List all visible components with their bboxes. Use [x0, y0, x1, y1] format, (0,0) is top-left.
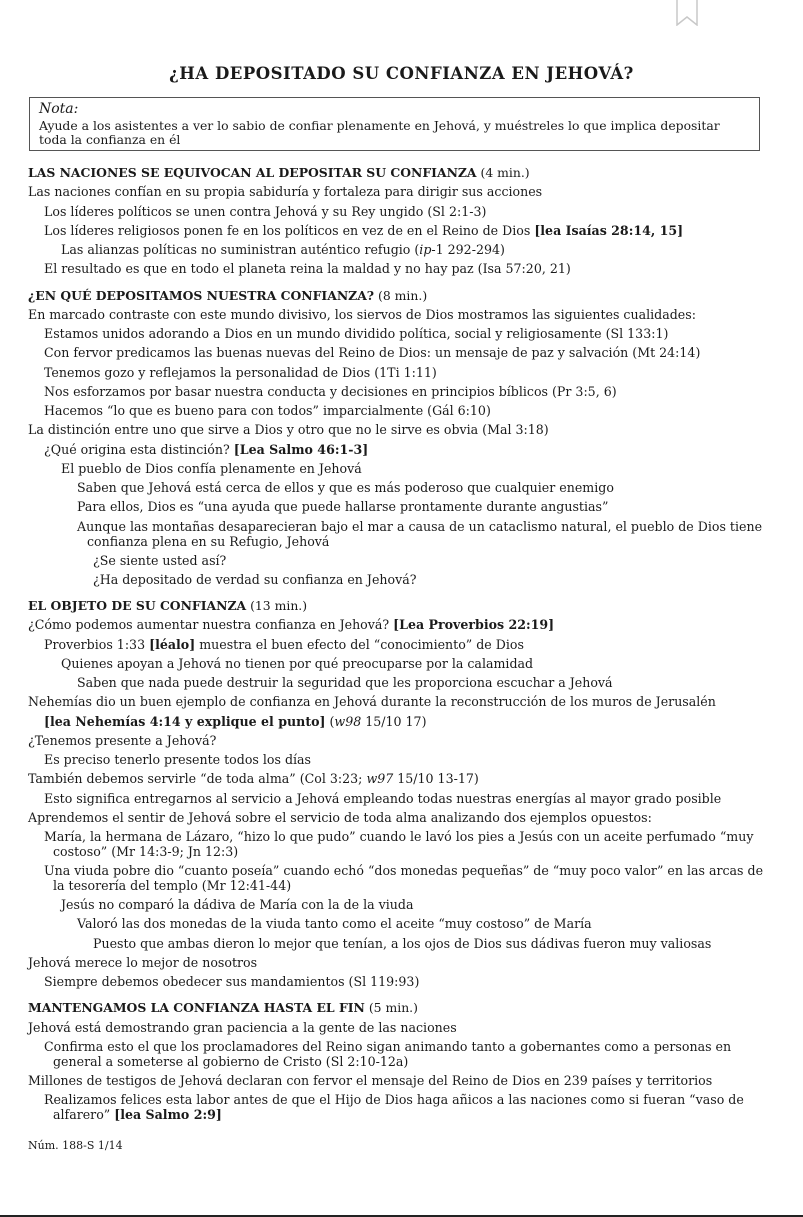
outline-point: Los líderes religiosos ponen fe en los políticos en vez de en el Reino de Dios [lea Isaías 28:14, 15]	[44, 222, 684, 238]
outline-point: Una viuda pobre dio “cuanto poseía” cuando echó “dos monedas pequeñas” de “muy poco valor” en las arcas de la tesorería del templo (Mr 12:41-44)	[44, 863, 764, 893]
outline-point: Saben que nada puede destruir la seguridad que les proporciona escuchar a Jehová	[77, 675, 613, 690]
scripture-reference: [Lea Proverbios 22:19]	[393, 617, 555, 633]
outline-point: En marcado contraste con este mundo divisivo, los siervos de Dios mostramos las siguientes cualidades:	[28, 306, 696, 322]
outline-point: Proverbios 1:33 [léalo] muestra el buen efecto del “conocimiento” de Dios	[44, 636, 524, 652]
outline-point: Siempre debemos obedecer sus mandamientos (Sl 119:93)	[44, 974, 420, 989]
publication-reference: w98	[334, 713, 362, 729]
outline-point: Puesto que ambas dieron lo mejor que tenían, a los ojos de Dios sus dádivas fueron muy valiosas	[93, 935, 712, 951]
section-heading: ¿EN QUÉ DEPOSITAMOS NUESTRA CONFIANZA? (8 min.)	[28, 287, 428, 303]
outline-point: Nos esforzamos por basar nuestra conducta y decisiones en principios bíblicos (Pr 3:5, 6)	[44, 383, 617, 399]
note-text: Ayude a los asistentes a ver lo sabio de confiar plenamente en Jehová, y muéstreles lo que implica depositar toda la confianza en él	[39, 118, 720, 147]
outline-point: Jesús no comparó la dádiva de María con la de la viuda	[61, 897, 414, 912]
outline-point: Jehová está demostrando gran paciencia a la gente de las naciones	[28, 1019, 457, 1035]
outline-point: Valoró las dos monedas de la viuda tanto como el aceite “muy costoso” de María	[77, 916, 592, 932]
outline-point: Para ellos, Dios es “una ayuda que puede hallarse prontamente durante angustias”	[77, 499, 609, 515]
outline-point: La distinción entre uno que sirve a Dios y otro que no le sirve es obvia (Mal 3:18)	[28, 422, 549, 438]
outline-point: Realizamos felices esta labor antes de que el Hijo de Dios haga añicos a las naciones como si fueran “vaso de alfarero” [lea Salmo 2:9]	[44, 1092, 744, 1122]
outline-point: Las alianzas políticas no suministran auténtico refugio (ip-1 292-294)	[61, 242, 505, 257]
outline-point: Millones de testigos de Jehová declaran con fervor el mensaje del Reino de Dios en 239 países y territorios	[28, 1072, 713, 1088]
outline-point: Estamos unidos adorando a Dios en un mundo dividido política, social y religiosamente (Sl 133:1)	[44, 326, 669, 341]
section-heading: MANTENGAMOS LA CONFIANZA HASTA EL FIN (5 min.)	[28, 1000, 418, 1016]
scripture-reference: [Lea Salmo 46:1-3]	[233, 441, 369, 457]
outline-point: Las naciones confían en su propia sabiduría y fortaleza para dirigir sus acciones	[28, 184, 543, 200]
scripture-reference: [léalo]	[149, 636, 196, 652]
outline-point: Saben que Jehová está cerca de ellos y que es más poderoso que cualquier enemigo	[77, 480, 614, 495]
outline-point: Esto significa entregarnos al servicio a Jehová empleando todas nuestras energías al mayor grado posible	[44, 790, 722, 806]
scripture-reference: [lea Nehemías 4:14 y explique el punto]	[44, 713, 326, 729]
outline-point: Confirma esto el que los proclamadores del Reino sigan animando tanto a gobernantes como a personas en general a someterse al gobierno de Cristo (Sl 2:10-12a)	[44, 1038, 732, 1069]
outline-point: Aunque las montañas desaparecieran bajo el mar a causa de un cataclismo natural, el pueblo de Dios tiene confianza plena en su Refugio, Jehová	[77, 518, 763, 549]
scripture-reference: [lea Isaías 28:14, 15]	[534, 222, 684, 238]
section-heading: LAS NACIONES SE EQUIVOCAN AL DEPOSITAR SU CONFIANZA (4 min.)	[28, 165, 530, 180]
outline-point: Nehemías dio un buen ejemplo de confianza en Jehová durante la reconstrucción de los muros de Jerusalén	[28, 694, 716, 710]
page-title: ¿HA DEPOSITADO SU CONFIANZA EN JEHOVÁ?	[169, 64, 634, 83]
scripture-reference: [lea Salmo 2:9]	[114, 1107, 222, 1122]
note-box	[29, 97, 760, 151]
outline-point: ¿Tenemos presente a Jehová?	[28, 732, 217, 748]
outline-point: El pueblo de Dios confía plenamente en Jehová	[61, 460, 362, 476]
outline-point: [lea Nehemías 4:14 y explique el punto] (w98 15/10 17)	[44, 713, 427, 729]
outline-point: ¿Cómo podemos aumentar nuestra confianza en Jehová? [Lea Proverbios 22:19]	[28, 617, 555, 633]
outline-point: El resultado es que en todo el planeta reina la maldad y no hay paz (Isa 57:20, 21)	[44, 261, 571, 277]
outline-point: Aprendemos el sentir de Jehová sobre el servicio de toda alma analizando dos ejemplos opuestos:	[28, 809, 652, 825]
publication-reference: w97	[366, 771, 394, 787]
outline-point: ¿Qué origina esta distinción? [Lea Salmo 46:1-3]	[44, 441, 369, 457]
outline-point: También debemos servirle “de toda alma” (Col 3:23; w97 15/10 13-17)	[28, 771, 479, 787]
bookmark-icon[interactable]	[676, 0, 698, 26]
outline-point: María, la hermana de Lázaro, “hizo lo que pudo” cuando le lavó los pies a Jesús con un aceite perfumado “muy costoso” (Mr 14:3-9; Jn 12:3)	[44, 829, 754, 859]
outline-point: Los líderes políticos se unen contra Jehová y su Rey ungido (Sl 2:1-3)	[44, 203, 487, 219]
outline-content	[28, 163, 773, 1124]
footer-code: Núm. 188-S 1/14	[28, 1139, 123, 1152]
outline-point: ¿Se siente usted así?	[93, 552, 227, 568]
outline-point: Quienes apoyan a Jehová no tienen por qué preocuparse por la calamidad	[61, 655, 534, 671]
publication-reference: ip	[419, 242, 432, 257]
outline-point: Hacemos “lo que es bueno para con todos” imparcialmente (Gál 6:10)	[44, 403, 491, 418]
outline-point: Jehová merece lo mejor de nosotros	[28, 954, 258, 970]
note-heading: Nota:	[39, 101, 79, 117]
outline-point: Con fervor predicamos las buenas nuevas del Reino de Dios: un mensaje de paz y salvación (Mt 24:14)	[44, 345, 701, 361]
section-heading: EL OBJETO DE SU CONFIANZA (13 min.)	[28, 598, 308, 613]
outline-point: Es preciso tenerlo presente todos los días	[44, 752, 312, 767]
outline-point: ¿Ha depositado de verdad su confianza en Jehová?	[93, 571, 417, 587]
outline-point: Tenemos gozo y reflejamos la personalidad de Dios (1Ti 1:11)	[44, 364, 437, 380]
